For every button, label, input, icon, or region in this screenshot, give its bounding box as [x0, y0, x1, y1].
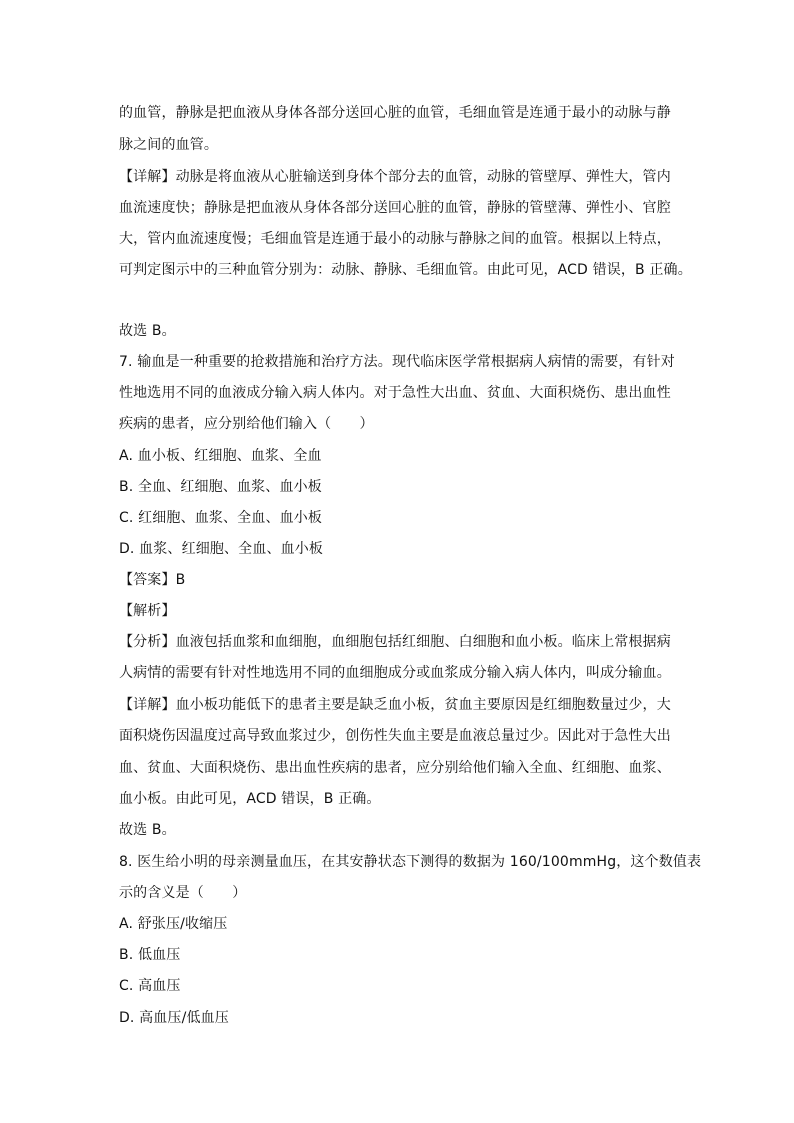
option-b: B. 低血压: [119, 947, 181, 963]
text-line: 血流速度快；静脉是把血液从身体各部分送回心脏的血管，静脉的管壁薄、弹性小、官腔: [119, 200, 671, 216]
option-c: C. 红细胞、血浆、全血、血小板: [119, 510, 323, 526]
text-line: 脉之间的血管。: [119, 137, 219, 153]
analysis-text: 人病情的需要有针对性地选用不同的血细胞成分或血浆成分输入病人体内，叫成分输血。: [119, 665, 671, 681]
option-c: C. 高血压: [119, 978, 181, 994]
text-line: 【详解】动脉是将血液从心脏输送到身体个部分去的血管，动脉的管壁厚、弹性大，管内: [119, 169, 671, 185]
answer-choice-line: 故选 B。: [119, 323, 176, 339]
text-line: 的血管，静脉是把血液从身体各部分送回心脏的血管，毛细血管是连通于最小的动脉与静: [119, 105, 671, 121]
analysis-heading: 【解析】: [119, 603, 176, 619]
detail-text: 血小板。由此可见，ACD 错误，B 正确。: [119, 791, 381, 807]
option-a: A. 血小板、红细胞、血浆、全血: [119, 448, 322, 464]
detail-text: 面积烧伤因温度过高导致血浆过少，创伤性失血主要是血液总量过少。因此对于急性大出: [119, 728, 671, 744]
question-8-stem: 示的含义是（ ）: [119, 885, 247, 901]
detail-text: 血、贫血、大面积烧伤、患出血性疾病的患者，应分别给他们输入全血、红细胞、血浆、: [119, 760, 671, 776]
question-7-stem: 7. 输血是一种重要的抢救措施和治疗方法。现代临床医学常根据病人病情的需要，有针对: [119, 354, 675, 370]
option-d: D. 血浆、红细胞、全血、血小板: [119, 541, 324, 557]
answer-choice-line: 故选 B。: [119, 822, 176, 838]
analysis-text: 【分析】血液包括血浆和血细胞，血细胞包括红细胞、白细胞和血小板。临床上常根据病: [119, 634, 671, 650]
question-7-stem: 性地选用不同的血液成分输入病人体内。对于急性大出血、贫血、大面积烧伤、患出血性: [119, 385, 671, 401]
option-d: D. 高血压/低血压: [119, 1010, 229, 1026]
option-a: A. 舒张压/收缩压: [119, 916, 228, 932]
detail-text: 【详解】血小板功能低下的患者主要是缺乏血小板，贫血主要原因是红细胞数量过少，大: [119, 697, 671, 713]
text-line: 大，管内血流速度慢；毛细血管是连通于最小的动脉与静脉之间的血管。根据以上特点，: [119, 231, 671, 247]
option-b: B. 全血、红细胞、血浆、血小板: [119, 479, 322, 495]
question-7-stem: 疾病的患者，应分别给他们输入（ ）: [119, 416, 374, 432]
question-8-stem: 8. 医生给小明的母亲测量血压，在其安静状态下测得的数据为 160/100mmHg，这个数值表: [119, 854, 702, 870]
text-line: 可判定图示中的三种血管分别为：动脉、静脉、毛细血管。由此可见，ACD 错误，B 正确。: [119, 262, 692, 278]
answer-label: 【答案】B: [119, 572, 186, 588]
